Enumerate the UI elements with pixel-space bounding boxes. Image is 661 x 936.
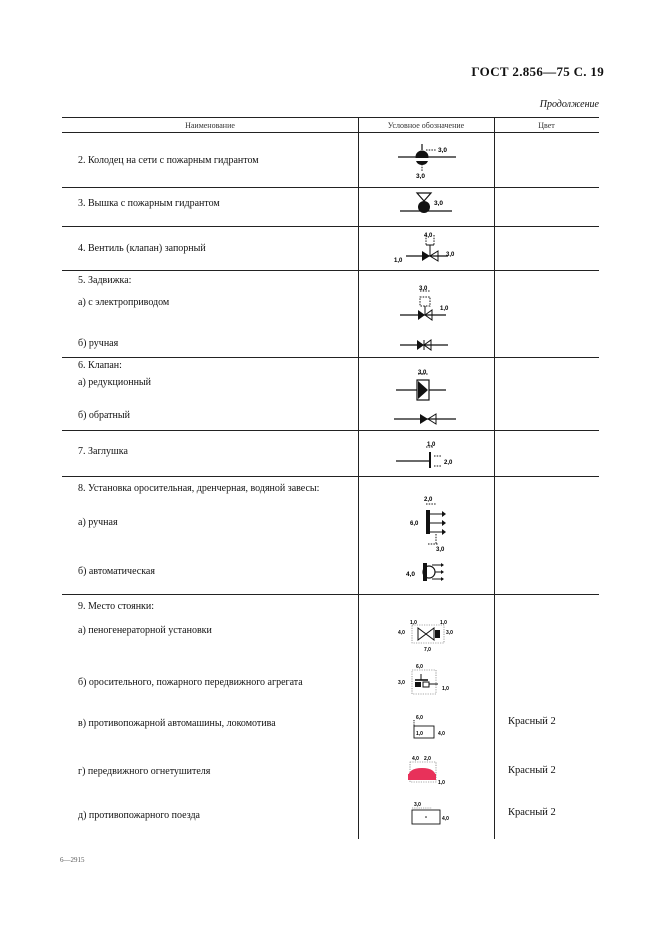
color-value: Красный 2 (508, 765, 556, 776)
dim-label: 2,0 (424, 497, 433, 503)
row-separator (62, 430, 599, 431)
row-name: 7. Заглушка (78, 446, 128, 457)
dim-label: 2,0 (444, 460, 453, 466)
page-footer: 6—2915 (60, 856, 85, 864)
dim-label: 1,0 (442, 686, 449, 692)
dim-label: 4,0 (424, 233, 433, 239)
row-name: б) ручная (78, 338, 119, 349)
dim-label: 1,0 (440, 620, 447, 626)
row-separator (62, 187, 599, 188)
row-name: 5. Задвижка: (78, 275, 132, 286)
row-name: а) ручная (78, 517, 118, 528)
row-separator (62, 270, 599, 271)
dim-label: 4,0 (438, 731, 445, 737)
dim-label: 6,0 (416, 715, 423, 721)
sprinkler-automatic-symbol (404, 560, 454, 586)
dim-label: 4,0 (412, 756, 419, 762)
row-name: б) оросительного, пожарного передвижного агрегата (78, 677, 303, 688)
sprinkler-manual-symbol (408, 494, 468, 554)
row-name: 2. Колодец на сети с пожарным гидрантом (78, 155, 259, 166)
row-name: а) редукционный (78, 377, 151, 388)
dim-label: 3,0 (418, 370, 427, 376)
dim-label: 6,0 (416, 664, 423, 670)
row-separator (62, 226, 599, 227)
dim-label: 1,0 (427, 442, 436, 448)
dim-label: 3,0 (446, 252, 455, 258)
row-name: 8. Установка оросительная, дренчерная, водяной завесы: (78, 483, 320, 494)
row-name: д) противопожарного поезда (78, 810, 200, 821)
dim-label: 1,0 (440, 306, 449, 312)
row-name: 4. Вентиль (клапан) запорный (78, 243, 206, 254)
stop-valve-symbol (394, 231, 464, 267)
header-bottom-border (62, 132, 599, 133)
row-name: а) пеногенераторной установки (78, 625, 212, 636)
check-valve-symbol (394, 412, 460, 426)
dim-label: 2,0 (424, 756, 431, 762)
dim-label: 4,0 (442, 816, 449, 822)
dim-label: 1,0 (394, 258, 403, 264)
reducing-valve-symbol (396, 368, 460, 404)
color-value: Красный 2 (508, 807, 556, 818)
row-name: в) противопожарной автомашины, локомотива (78, 718, 276, 729)
dim-label: 3,0 (434, 200, 444, 207)
row-name: 3. Вышка с пожарным гидрантом (78, 198, 220, 209)
dim-label: 7,0 (424, 647, 431, 653)
row-name: б) автоматическая (78, 566, 155, 577)
dim-label: 1,0 (410, 620, 417, 626)
well-hydrant-symbol (398, 140, 458, 180)
row-name: а) с электроприводом (78, 297, 170, 308)
fire-truck-parking-symbol (410, 712, 460, 742)
column-header-symbol: Условное обозначение (387, 121, 465, 130)
continuation-label: Продолжение (539, 99, 599, 110)
row-name: 9. Место стоянки: (78, 601, 155, 612)
gate-valve-manual-symbol (400, 338, 450, 352)
dim-label: 3,0 (398, 680, 405, 686)
dim-label: 1,0 (438, 780, 445, 786)
dim-label: 1,0 (416, 731, 423, 737)
row-separator (62, 357, 599, 358)
table-top-border (62, 117, 599, 118)
dim-label: 3,0 (414, 802, 421, 808)
row-separator (62, 476, 599, 477)
row-name: 6. Клапан: (78, 360, 122, 371)
column-header-name: Наименование (185, 121, 235, 130)
dim-label: 3,0 (446, 630, 453, 636)
mobile-unit-parking-symbol (398, 660, 458, 700)
row-name: г) передвижного огнетушителя (78, 766, 211, 777)
plug-symbol (396, 438, 462, 470)
dim-label: 6,0 (410, 521, 419, 527)
color-value: Красный 2 (508, 716, 556, 727)
column-header-color: Цвет (538, 121, 555, 130)
dim-label: 3,0 (436, 547, 445, 553)
page-header: ГОСТ 2.856—75 С. 19 (471, 64, 604, 79)
extinguisher-parking-symbol (400, 752, 460, 788)
dim-label: 3,0 (419, 286, 428, 292)
dim-label: 3,0 (438, 147, 448, 154)
dim-label: 4,0 (398, 630, 405, 636)
dim-label: 3,0 (416, 173, 426, 180)
row-name: б) обратный (78, 410, 130, 421)
foam-generator-parking-symbol (398, 618, 462, 654)
row-separator (62, 594, 599, 595)
dim-label: 4,0 (406, 571, 416, 578)
tower-hydrant-symbol (400, 191, 460, 223)
fire-train-parking-symbol (408, 798, 464, 830)
gate-valve-electric-symbol (400, 282, 460, 326)
